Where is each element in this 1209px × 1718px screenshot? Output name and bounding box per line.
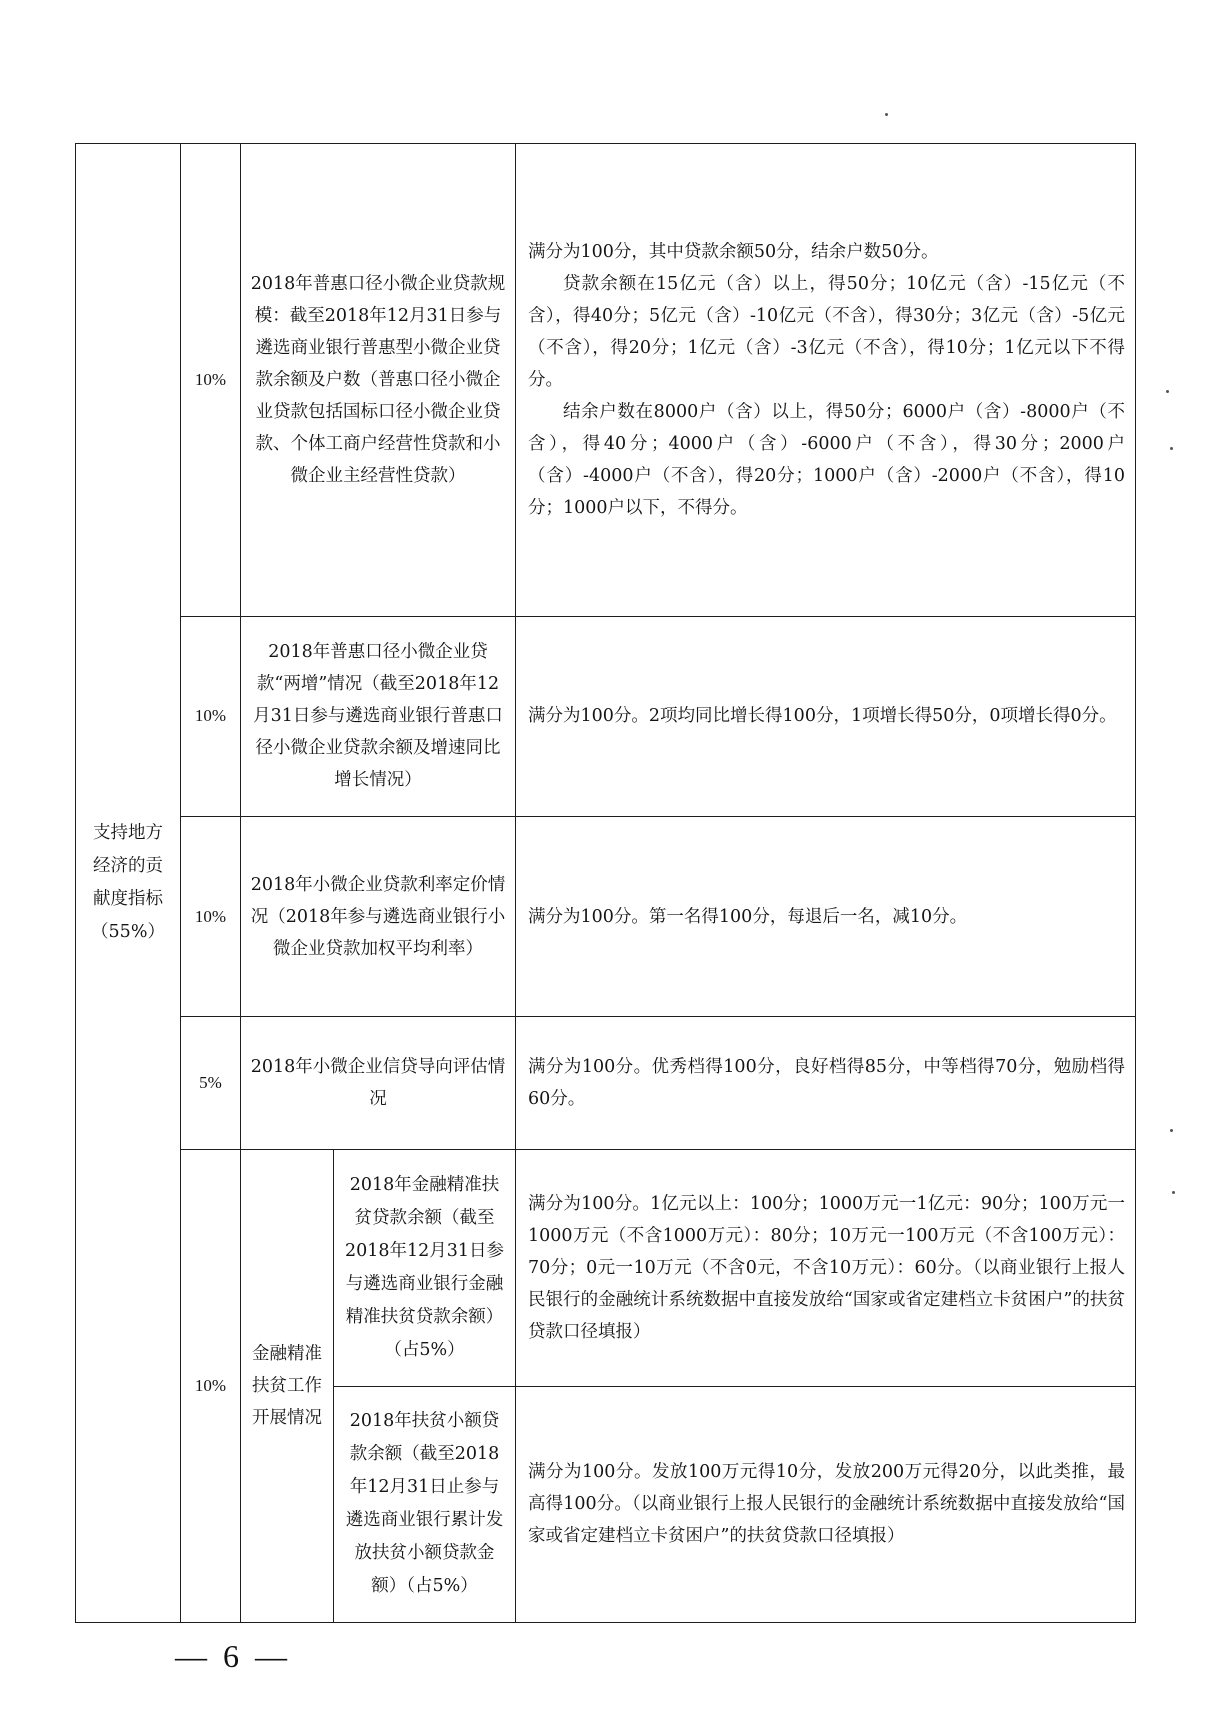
- page-number: — 6 —: [175, 1638, 291, 1674]
- scan-speck: [885, 113, 888, 116]
- weight-cell: 10%: [181, 616, 241, 816]
- indicator-cell: 金融精准扶贫工作开展情况: [241, 1150, 334, 1623]
- weight-cell: 10%: [181, 817, 241, 1017]
- table-row: [76, 1017, 1136, 1150]
- scan-speck: [1170, 447, 1173, 450]
- rule-cell: 满分为100分。发放100万元得10分，发放200万元得20分，以此类推，最高得100分。（以商业银行上报人民银行的金融统计系统数据中直接发放给“国家或省定建档立卡贫困户”的扶贫贷款口径填报）: [516, 1386, 1136, 1622]
- table-row: [76, 817, 1136, 1017]
- rule-cell: 满分为100分。1亿元以上：100分；1000万元一1亿元：90分；100万元一1000万元（不含1000万元）：80分；10万元一100万元（不含100万元）：70分；0元一10万元（不含0元，不含10万元）：60分。（以商业银行上报人民银行的金融统计系统数据中直接发放给“国家或省定建档立卡贫困户”的扶贫贷款口径填报）: [516, 1150, 1136, 1386]
- weight-cell: 5%: [181, 1017, 241, 1150]
- rule-cell: 满分为100分。优秀档得100分，良好档得85分，中等档得70分，勉励档得60分。: [516, 1017, 1136, 1150]
- table-row: [76, 616, 1136, 816]
- table-row: [76, 1150, 1136, 1386]
- sub-indicator-cell: 2018年扶贫小额贷款余额（截至2018年12月31日止参与遴选商业银行累计发放扶贫小额贷款金额）（占5%）: [334, 1386, 516, 1622]
- rule-cell: 满分为100分。第一名得100分，每退后一名，减10分。: [516, 817, 1136, 1017]
- indicator-cell: 2018年普惠口径小微企业贷款“两增”情况（截至2018年12月31日参与遴选商业银行普惠口径小微企业贷款余额及增速同比增长情况）: [241, 616, 516, 816]
- rule-cell: [516, 144, 1136, 617]
- rule-paragraph: 满分为100分，其中贷款余额50分，结余户数50分。: [528, 241, 939, 262]
- rule-cell: 满分为100分。2项均同比增长得100分，1项增长得50分，0项增长得0分。: [516, 616, 1136, 816]
- weight-cell: 10%: [181, 144, 241, 617]
- category-cell: 支持地方经济的贡献度指标（55%）: [76, 144, 181, 1623]
- weight-cell: 10%: [181, 1150, 241, 1623]
- indicator-cell: 2018年普惠口径小微企业贷款规模：截至2018年12月31日参与遴选商业银行普惠型小微企业贷款余额及户数（普惠口径小微企业贷款包括国标口径小微企业贷款、个体工商户经营性贷款和小微企业主经营性贷款）: [241, 144, 516, 617]
- indicator-cell: 2018年小微企业贷款利率定价情况（2018年参与遴选商业银行小微企业贷款加权平均利率）: [241, 817, 516, 1017]
- rule-paragraph: 结余户数在8000户（含）以上，得50分；6000户（含）-8000户（不含），得40分；4000户（含）-6000户（不含），得30分；2000户（含）-4000户（不含），得20分；1000户（含）-2000户（不含），得10分；1000户以下，不得分。: [528, 401, 1126, 518]
- scan-speck: [1170, 1129, 1173, 1132]
- table-row: [76, 144, 1136, 617]
- sub-indicator-cell: 2018年金融精准扶贫贷款余额（截至2018年12月31日参与遴选商业银行金融精准扶贫贷款余额）（占5%）: [334, 1150, 516, 1386]
- scan-speck: [1166, 390, 1169, 393]
- scoring-table: [75, 143, 1136, 1623]
- rule-paragraph: 贷款余额在15亿元（含）以上，得50分；10亿元（含）-15亿元（不含），得40分；5亿元（含）-10亿元（不含），得30分；3亿元（含）-5亿元（不含），得20分；1亿元（含）-3亿元（不含），得10分；1亿元以下不得分。: [528, 273, 1126, 390]
- indicator-cell: 2018年小微企业信贷导向评估情况: [241, 1017, 516, 1150]
- scan-speck: [1172, 1191, 1175, 1194]
